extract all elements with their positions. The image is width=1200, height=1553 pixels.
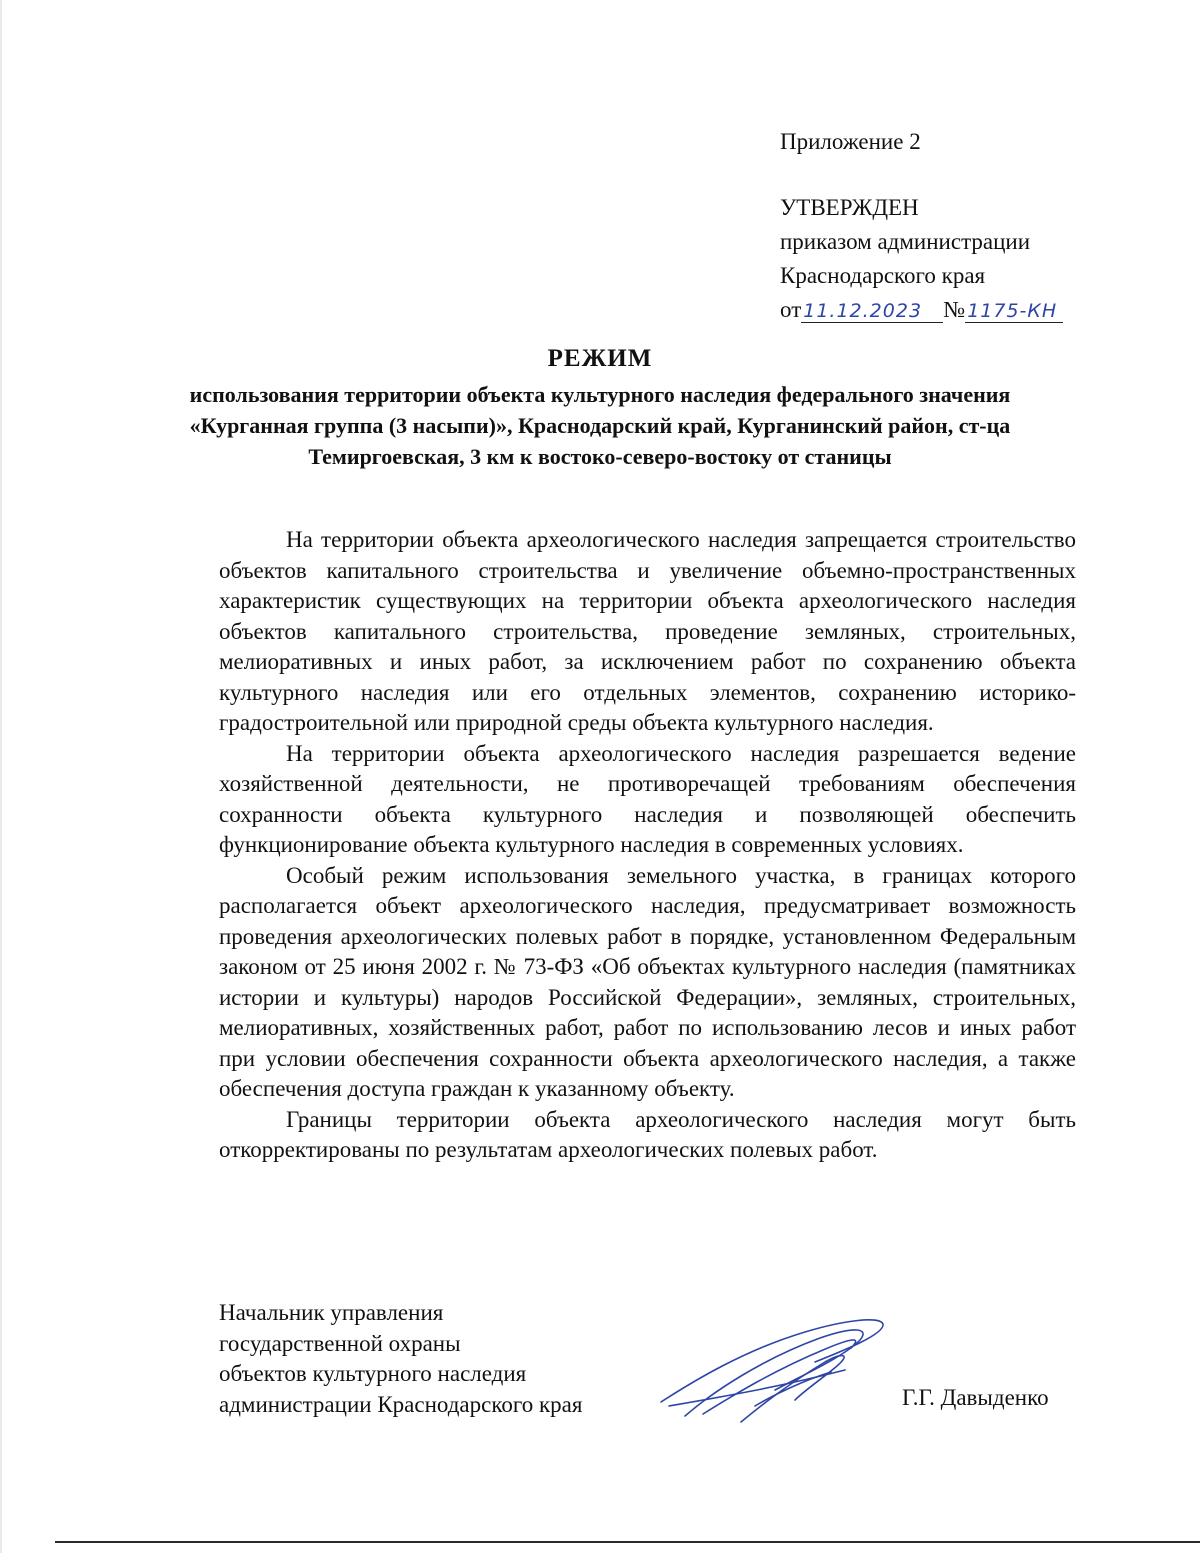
approved-by-order: приказом администрации: [780, 229, 1031, 254]
title-heading: РЕЖИМ: [547, 345, 653, 372]
scan-edge-left: [0, 0, 2, 1553]
order-date-handwritten: 11.12.2023: [801, 300, 943, 323]
order-date-number-line: [780, 293, 1063, 327]
signatory-position-line-3: объектов культурного наследия: [219, 1361, 527, 1386]
scan-edge-bottom: [55, 1541, 1200, 1543]
order-number-prefix: №: [943, 297, 966, 322]
appendix-label: Приложение 2: [780, 129, 921, 154]
approved-region: Краснодарского края: [780, 263, 986, 288]
approved-stamp-text: УТВЕРЖДЕН: [780, 195, 919, 220]
body-paragraph-2: На территории объекта археологического наследия разрешается ведение хозяйственной деятельности, не противоречащей требованиям обеспечения сохранности объекта культурного наследия и позволяющей обеспечить функционирование объекта культурного наследия в современных условиях.: [219, 740, 1076, 857]
signatory-position-line-1: Начальник управления: [219, 1300, 444, 1325]
title-subtitle: использования территории объекта культурного наследия федерального значения «Курганная группа (3 насыпи)», Краснодарский край, Курганинский район, ст-ца Темиргоевская, 3 км к востоко-северо-востоку от станицы: [189, 382, 1011, 469]
body-paragraph-1: На территории объекта археологического наследия запрещается строительство объектов капитального строительства и увеличение объемно-пространственных характеристик существующих на территории объекта археологического наследия объектов капитального строительства, проведение земляных, строительных, мелиоративных и иных работ, за исключением работ по сохранению объекта культурного наследия или его отдельных элементов, сохранению историко-градостроительной или природной среды объекта культурного наследия.: [219, 527, 1076, 735]
approval-block: [780, 125, 1063, 327]
body-paragraph-4: Границы территории объекта археологического наследия могут быть откорректированы по результатам археологических полевых работ.: [219, 1106, 1076, 1162]
order-number-handwritten: 1175-КН: [965, 300, 1063, 323]
signatory-name: Г.Г. Давыденко: [902, 1385, 1049, 1410]
signatory-position-line-2: государственной охраны: [219, 1330, 461, 1356]
body-paragraph-3: Особый режим использования земельного участка, в границах которого располагается объект археологического наследия, предусматривает возможность проведения археологических полевых работ в порядке, установленном Федеральным законом от 25 июня 2002 г. № 73-ФЗ «Об объектах культурного наследия (памятниках истории и культуры) народов Российской Федерации», земляных, строительных, мелиоративных, хозяйственных работ, работ по использованию лесов и иных работ при условии обеспечения сохранности объекта археологического наследия, а также обеспечения доступа граждан к указанному объекту.: [219, 862, 1076, 1101]
signatory-position: [219, 1298, 582, 1420]
document-body: [219, 525, 1076, 1166]
document-title: [180, 342, 1020, 472]
order-date-prefix: от: [780, 297, 802, 322]
signatory-position-line-4: администрации Краснодарского края: [219, 1391, 583, 1417]
handwritten-signature: [655, 1310, 895, 1425]
